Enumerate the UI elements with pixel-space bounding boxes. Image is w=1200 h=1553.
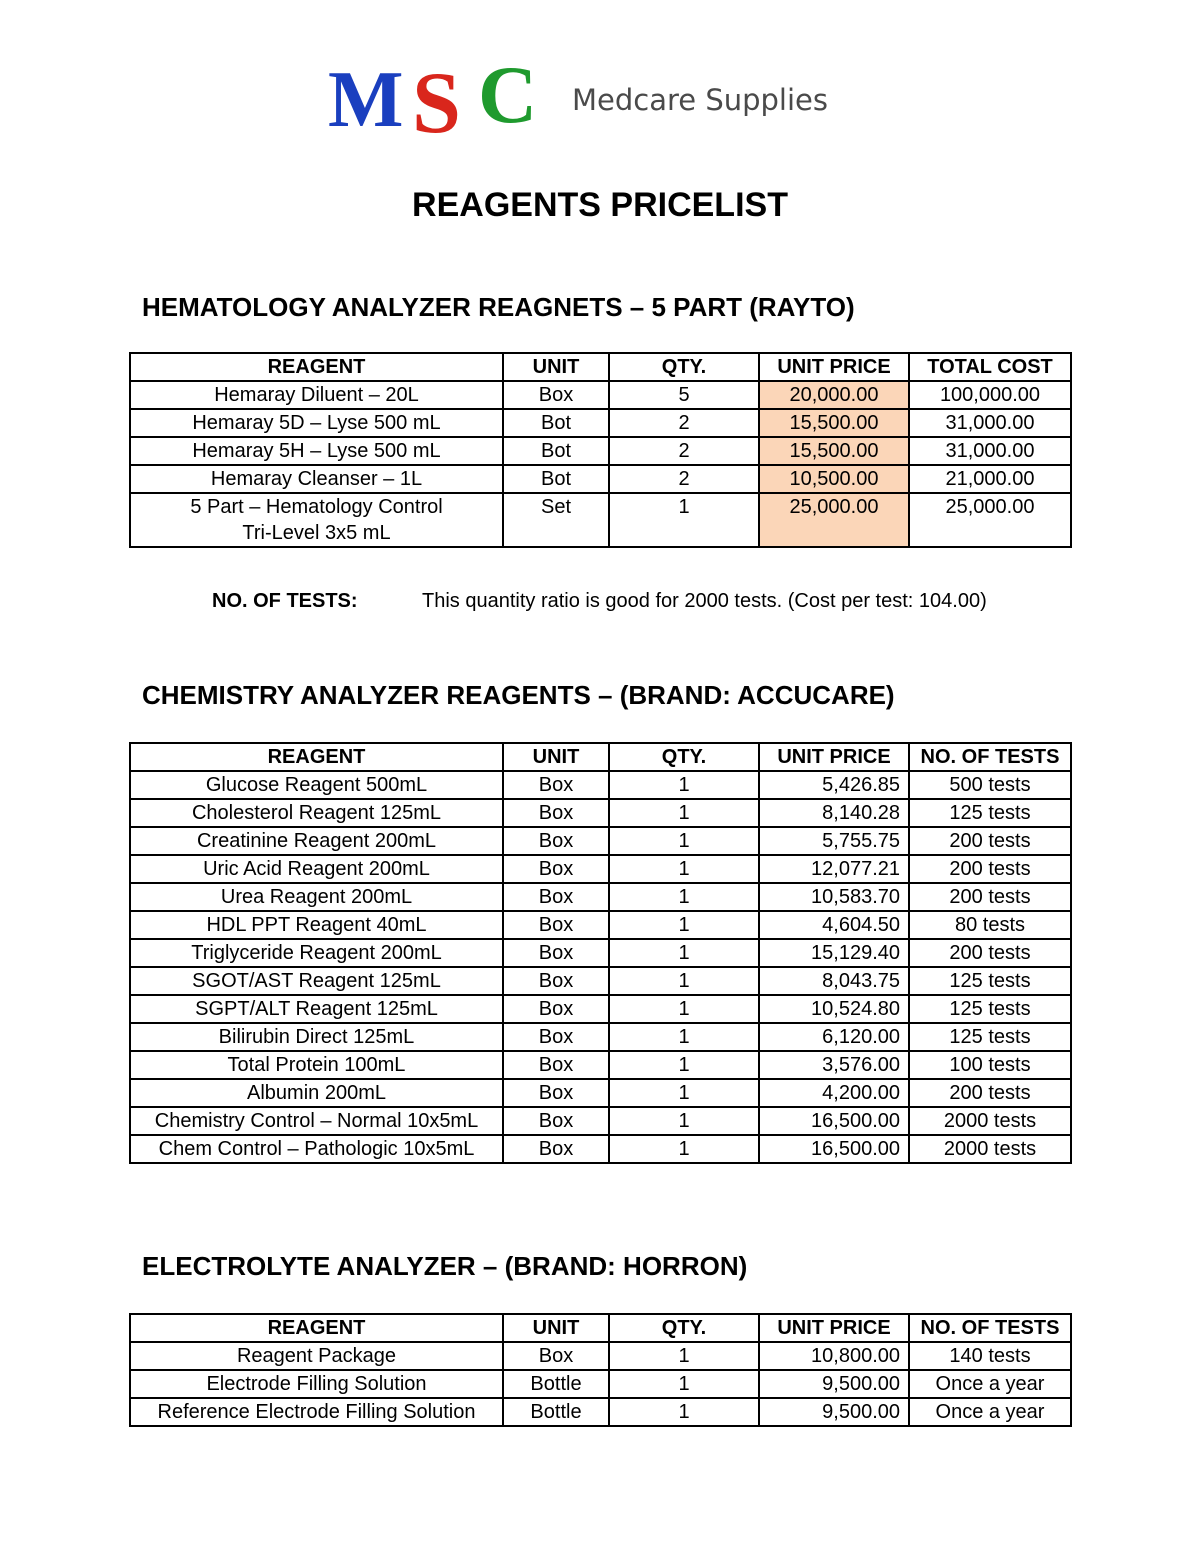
qty-cell: 1 — [609, 855, 759, 883]
hematology-heading: HEMATOLOGY ANALYZER REAGNETS – 5 PART (RAYTO) — [142, 292, 855, 322]
tests-cell: 500 tests — [909, 771, 1071, 799]
table-row — [130, 995, 1071, 1023]
tests-cell: 2000 tests — [909, 1107, 1071, 1135]
unit-cell: Bottle — [503, 1370, 609, 1398]
tests-cell: 125 tests — [909, 995, 1071, 1023]
unit-cell: Box — [503, 771, 609, 799]
unit-price-cell: 3,576.00 — [759, 1051, 909, 1079]
unit-cell: Set — [503, 493, 609, 547]
qty-cell: 1 — [609, 1398, 759, 1426]
unit-price-cell: 4,604.50 — [759, 911, 909, 939]
col-header-unit: UNIT — [503, 743, 609, 771]
logo-s: S — [412, 62, 461, 138]
unit-price-cell: 25,000.00 — [759, 493, 909, 547]
qty-cell: 1 — [609, 771, 759, 799]
unit-price-cell: 15,500.00 — [759, 437, 909, 465]
table-row — [130, 911, 1071, 939]
reagent-cell: Reference Electrode Filling Solution — [130, 1398, 503, 1426]
unit-price-cell: 16,500.00 — [759, 1135, 909, 1163]
qty-cell: 1 — [609, 493, 759, 547]
unit-cell: Bot — [503, 437, 609, 465]
tests-cell: 125 tests — [909, 1023, 1071, 1051]
table-row — [130, 1342, 1071, 1370]
tests-cell: 200 tests — [909, 1079, 1071, 1107]
unit-cell: Box — [503, 1342, 609, 1370]
unit-price-cell: 8,043.75 — [759, 967, 909, 995]
reagent-cell: Glucose Reagent 500mL — [130, 771, 503, 799]
total-cost-cell: 21,000.00 — [909, 465, 1071, 493]
reagent-cell: Hemaray 5D – Lyse 500 mL — [130, 409, 503, 437]
reagent-line-1: 5 Part – Hematology Control — [190, 496, 443, 518]
table-row — [130, 437, 1071, 465]
table-row — [130, 409, 1071, 437]
reagent-cell: Creatinine Reagent 200mL — [130, 827, 503, 855]
table-row — [130, 771, 1071, 799]
col-header-tests: NO. OF TESTS — [909, 1314, 1071, 1342]
tests-cell: 100 tests — [909, 1051, 1071, 1079]
logo-m: M — [328, 62, 404, 138]
unit-price-cell: 10,800.00 — [759, 1342, 909, 1370]
table-row — [130, 939, 1071, 967]
table-row — [130, 1051, 1071, 1079]
unit-price-cell: 15,129.40 — [759, 939, 909, 967]
reagent-cell: Total Protein 100mL — [130, 1051, 503, 1079]
qty-cell: 1 — [609, 1342, 759, 1370]
qty-cell: 1 — [609, 1079, 759, 1107]
total-cost-cell: 31,000.00 — [909, 409, 1071, 437]
chemistry-table — [129, 742, 1072, 1164]
col-header-reagent: REAGENT — [130, 743, 503, 771]
col-header-reagent: REAGENT — [130, 1314, 503, 1342]
total-cost-cell: 100,000.00 — [909, 381, 1071, 409]
table-row — [130, 1398, 1071, 1426]
tests-text: This quantity ratio is good for 2000 tests. (Cost per test: 104.00) — [422, 590, 987, 612]
unit-cell: Box — [503, 1051, 609, 1079]
unit-price-cell: 6,120.00 — [759, 1023, 909, 1051]
qty-cell: 1 — [609, 883, 759, 911]
tests-cell: 125 tests — [909, 967, 1071, 995]
table-row — [130, 1079, 1071, 1107]
table-row — [130, 799, 1071, 827]
logo-company-name: Medcare Supplies — [572, 83, 829, 117]
col-header-qty: QTY. — [609, 743, 759, 771]
reagent-cell: Reagent Package — [130, 1342, 503, 1370]
qty-cell: 1 — [609, 1135, 759, 1163]
hematology-header-row — [130, 353, 1071, 381]
tests-note — [212, 590, 987, 613]
qty-cell: 1 — [609, 1370, 759, 1398]
unit-cell: Box — [503, 939, 609, 967]
qty-cell: 1 — [609, 827, 759, 855]
unit-price-cell: 16,500.00 — [759, 1107, 909, 1135]
reagent-cell — [130, 493, 503, 547]
reagent-cell: Triglyceride Reagent 200mL — [130, 939, 503, 967]
tests-label: NO. OF TESTS: — [212, 590, 358, 612]
tests-cell: Once a year — [909, 1398, 1071, 1426]
unit-cell: Bottle — [503, 1398, 609, 1426]
qty-cell: 2 — [609, 409, 759, 437]
tests-cell: 140 tests — [909, 1342, 1071, 1370]
col-header-unit-price: UNIT PRICE — [759, 1314, 909, 1342]
reagent-line-2: Tri-Level 3x5 mL — [242, 522, 391, 544]
unit-cell: Box — [503, 827, 609, 855]
reagent-cell: Hemaray Diluent – 20L — [130, 381, 503, 409]
table-row — [130, 827, 1071, 855]
electrolyte-heading: ELECTROLYTE ANALYZER – (BRAND: HORRON) — [142, 1251, 748, 1281]
reagent-cell: Hemaray Cleanser – 1L — [130, 465, 503, 493]
unit-price-cell: 5,755.75 — [759, 827, 909, 855]
reagent-cell: Cholesterol Reagent 125mL — [130, 799, 503, 827]
unit-price-cell: 15,500.00 — [759, 409, 909, 437]
table-row — [130, 967, 1071, 995]
unit-price-cell: 8,140.28 — [759, 799, 909, 827]
qty-cell: 1 — [609, 911, 759, 939]
qty-cell: 1 — [609, 1023, 759, 1051]
tests-cell: 200 tests — [909, 827, 1071, 855]
reagent-cell: Urea Reagent 200mL — [130, 883, 503, 911]
qty-cell: 1 — [609, 1051, 759, 1079]
col-header-reagent: REAGENT — [130, 353, 503, 381]
reagent-cell: Albumin 200mL — [130, 1079, 503, 1107]
hematology-row-control — [130, 493, 1071, 547]
unit-cell: Box — [503, 1079, 609, 1107]
tests-cell: Once a year — [909, 1370, 1071, 1398]
unit-cell: Box — [503, 799, 609, 827]
qty-cell: 1 — [609, 799, 759, 827]
chemistry-heading: CHEMISTRY ANALYZER REAGENTS – (BRAND: ACCUCARE) — [142, 680, 895, 710]
electrolyte-table — [129, 1313, 1072, 1427]
tests-cell: 125 tests — [909, 799, 1071, 827]
col-header-unit-price: UNIT PRICE — [759, 743, 909, 771]
reagent-cell: SGPT/ALT Reagent 125mL — [130, 995, 503, 1023]
unit-cell: Box — [503, 1135, 609, 1163]
tests-cell: 2000 tests — [909, 1135, 1071, 1163]
tests-cell: 200 tests — [909, 939, 1071, 967]
unit-cell: Bot — [503, 409, 609, 437]
logo-c: C — [478, 62, 538, 138]
qty-cell: 5 — [609, 381, 759, 409]
tests-cell: 80 tests — [909, 911, 1071, 939]
col-header-qty: QTY. — [609, 1314, 759, 1342]
reagent-cell: SGOT/AST Reagent 125mL — [130, 967, 503, 995]
qty-cell: 2 — [609, 437, 759, 465]
table-row — [130, 381, 1071, 409]
qty-cell: 1 — [609, 1107, 759, 1135]
table-row — [130, 883, 1071, 911]
tests-cell: 200 tests — [909, 855, 1071, 883]
col-header-unit: UNIT — [503, 353, 609, 381]
hematology-table — [129, 352, 1072, 548]
reagent-cell: Chem Control – Pathologic 10x5mL — [130, 1135, 503, 1163]
unit-price-cell: 10,524.80 — [759, 995, 909, 1023]
chemistry-header-row — [130, 743, 1071, 771]
col-header-unit-price: UNIT PRICE — [759, 353, 909, 381]
unit-cell: Box — [503, 883, 609, 911]
company-logo — [328, 62, 898, 138]
unit-price-cell: 9,500.00 — [759, 1370, 909, 1398]
unit-price-cell: 5,426.85 — [759, 771, 909, 799]
unit-price-cell: 10,583.70 — [759, 883, 909, 911]
col-header-tests: NO. OF TESTS — [909, 743, 1071, 771]
qty-cell: 1 — [609, 995, 759, 1023]
unit-cell: Box — [503, 995, 609, 1023]
total-cost-cell: 31,000.00 — [909, 437, 1071, 465]
table-row — [130, 855, 1071, 883]
unit-cell: Box — [503, 911, 609, 939]
table-row — [130, 1370, 1071, 1398]
reagent-cell: HDL PPT Reagent 40mL — [130, 911, 503, 939]
reagent-cell: Electrode Filling Solution — [130, 1370, 503, 1398]
unit-price-cell: 12,077.21 — [759, 855, 909, 883]
col-header-total-cost: TOTAL COST — [909, 353, 1071, 381]
total-cost-cell: 25,000.00 — [909, 493, 1071, 547]
table-row — [130, 1107, 1071, 1135]
unit-cell: Box — [503, 1023, 609, 1051]
unit-cell: Box — [503, 967, 609, 995]
reagent-cell: Chemistry Control – Normal 10x5mL — [130, 1107, 503, 1135]
unit-cell: Box — [503, 381, 609, 409]
unit-price-cell: 9,500.00 — [759, 1398, 909, 1426]
tests-cell: 200 tests — [909, 883, 1071, 911]
unit-price-cell: 4,200.00 — [759, 1079, 909, 1107]
table-row — [130, 1135, 1071, 1163]
electrolyte-header-row — [130, 1314, 1071, 1342]
col-header-unit: UNIT — [503, 1314, 609, 1342]
qty-cell: 1 — [609, 939, 759, 967]
unit-cell: Box — [503, 855, 609, 883]
page-title: REAGENTS PRICELIST — [412, 186, 788, 224]
qty-cell: 1 — [609, 967, 759, 995]
table-row — [130, 465, 1071, 493]
col-header-qty: QTY. — [609, 353, 759, 381]
unit-cell: Bot — [503, 465, 609, 493]
qty-cell: 2 — [609, 465, 759, 493]
table-row — [130, 1023, 1071, 1051]
unit-cell: Box — [503, 1107, 609, 1135]
reagent-cell: Bilirubin Direct 125mL — [130, 1023, 503, 1051]
reagent-cell: Uric Acid Reagent 200mL — [130, 855, 503, 883]
unit-price-cell: 20,000.00 — [759, 381, 909, 409]
unit-price-cell: 10,500.00 — [759, 465, 909, 493]
reagent-cell: Hemaray 5H – Lyse 500 mL — [130, 437, 503, 465]
